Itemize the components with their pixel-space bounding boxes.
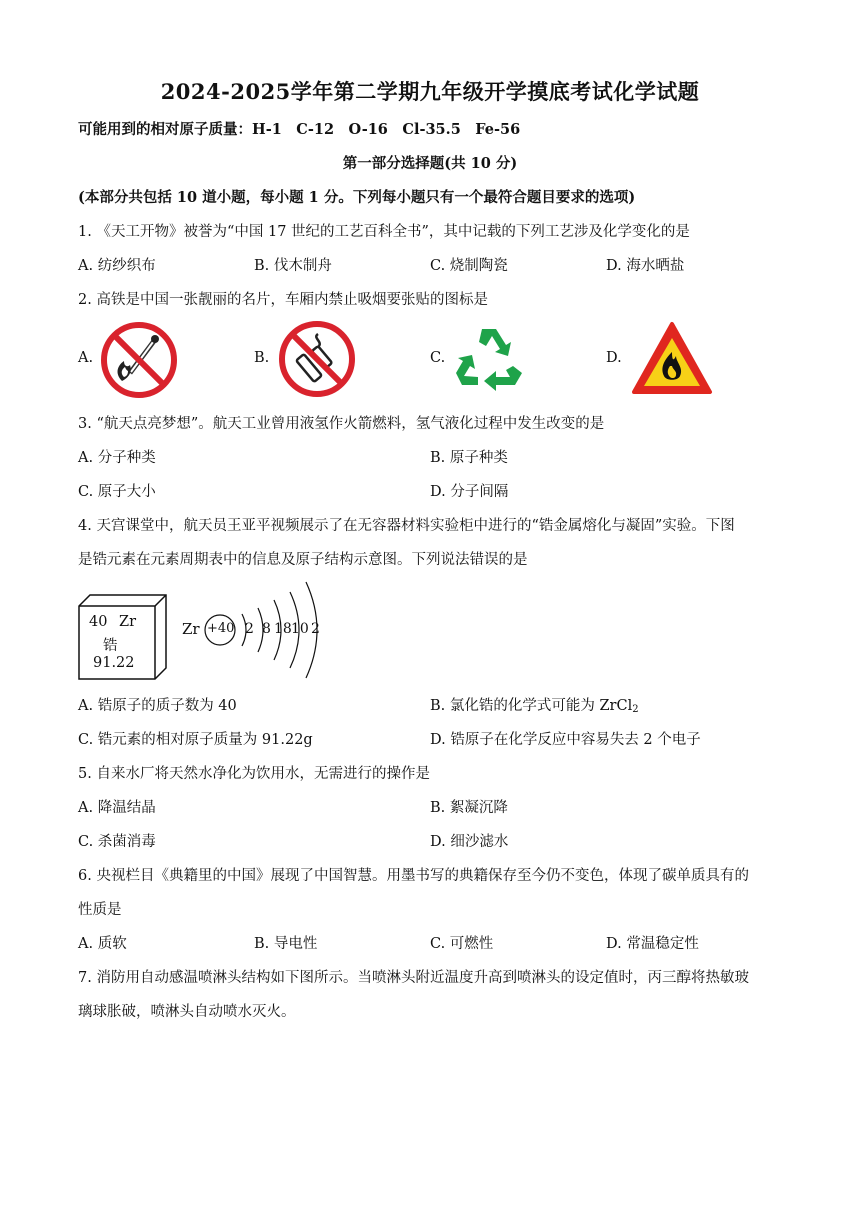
q3-option-c: C. 原子大小 <box>78 484 156 500</box>
atomic-mass-list: 可能用到的相对原子质量：H-1 C-12 O-16 Cl-35.5 Fe-56 <box>78 121 521 138</box>
no-smoking-icon <box>278 320 356 402</box>
q1-option-d: D. 海水晒盐 <box>606 258 685 274</box>
question-1-stem: 1. 《天工开物》被誉为“中国 17 世纪的工艺百科全书”，其中记载的下列工艺涉及化学变化的是 <box>78 224 690 240</box>
atom-symbol: Zr <box>182 620 200 638</box>
atom-nucleus-charge: +40 <box>207 621 235 636</box>
q6-option-d: D. 常温稳定性 <box>606 936 699 952</box>
question-6-stem-line1: 6. 央视栏目《典籍里的中国》展现了中国智慧。用墨书写的典籍保存至今仍不变色，体现了碳单质具有的 <box>78 868 749 884</box>
q3-option-a: A. 分子种类 <box>78 450 156 466</box>
question-7-stem-line2: 璃球胀破，喷淋头自动喷水灭火。 <box>78 1004 296 1020</box>
q5-option-b: B. 絮凝沉降 <box>430 800 508 816</box>
element-atomic-number: 40 <box>89 614 108 630</box>
q4-option-b-text: B. 氯化锆的化学式可能为 ZrCl <box>430 698 633 714</box>
q3-option-b: B. 原子种类 <box>430 450 508 466</box>
question-5-stem: 5. 自来水厂将天然水净化为饮用水，无需进行的操作是 <box>78 766 430 782</box>
q3-option-d: D. 分子间隔 <box>430 484 509 500</box>
q6-option-a: A. 质软 <box>78 936 127 952</box>
q1-option-c: C. 烧制陶瓷 <box>430 258 508 274</box>
section-title: 第一部分选择题(共 10 分) <box>342 155 518 172</box>
recycle-icon <box>452 325 526 397</box>
q4-option-c: C. 锆元素的相对原子质量为 91.22g <box>78 732 313 748</box>
shell-3-electrons: 18 <box>274 621 292 637</box>
q2-option-d: D. <box>606 350 622 366</box>
question-4-stem-line1: 4. 天宫课堂中，航天员王亚平视频展示了在无容器材料实验柜中进行的“锆金属熔化与凝固”实验。下图 <box>78 518 735 534</box>
flammable-warning-icon <box>630 320 714 402</box>
question-3-stem: 3. “航天点亮梦想”。航天工业曾用液氢作火箭燃料，氢气液化过程中发生改变的是 <box>78 416 605 432</box>
q6-option-b: B. 导电性 <box>254 936 318 952</box>
q1-option-a: A. 纺纱织布 <box>78 258 156 274</box>
q2-option-c: C. <box>430 350 446 366</box>
q5-option-d: D. 细沙滤水 <box>430 834 509 850</box>
q6-option-c: C. 可燃性 <box>430 936 494 952</box>
question-2-stem: 2. 高铁是中国一张靓丽的名片，车厢内禁止吸烟要张贴的图标是 <box>78 292 488 308</box>
q1-option-b: B. 伐木制舟 <box>254 258 332 274</box>
q4-option-b-subscript: 2 <box>632 704 639 715</box>
page-title: 2024-2025学年第二学期九年级开学摸底考试化学试题 <box>160 79 700 104</box>
element-symbol: Zr <box>119 614 137 630</box>
shell-1-electrons: 2 <box>245 621 254 637</box>
q5-option-a: A. 降温结晶 <box>78 800 156 816</box>
q2-option-b: B. <box>254 350 270 366</box>
shell-5-electrons: 2 <box>311 621 320 637</box>
shell-2-electrons: 8 <box>262 621 271 637</box>
q4-option-d: D. 锆原子在化学反应中容易失去 2 个电子 <box>430 732 701 748</box>
question-4-stem-line2: 是锆元素在元素周期表中的信息及原子结构示意图。下列说法错误的是 <box>78 552 528 568</box>
q4-option-a: A. 锆原子的质子数为 40 <box>78 698 237 714</box>
element-mass: 91.22 <box>93 655 135 671</box>
question-7-stem-line1: 7. 消防用自动感温喷淋头结构如下图所示。当喷淋头附近温度升高到喷淋头的设定值时，丙三醇将热敏玻 <box>78 970 749 986</box>
q4-option-b <box>430 694 639 715</box>
question-6-stem-line2: 性质是 <box>78 902 122 918</box>
q2-option-a: A. <box>78 350 94 366</box>
section-note: (本部分共包括 10 道小题，每小题 1 分。下列每小题只有一个最符合题目要求的选项) <box>78 189 636 206</box>
shell-4-electrons: 10 <box>291 621 309 637</box>
no-fire-icon <box>100 321 178 403</box>
element-name: 锆 <box>103 638 118 654</box>
q5-option-c: C. 杀菌消毒 <box>78 834 156 850</box>
